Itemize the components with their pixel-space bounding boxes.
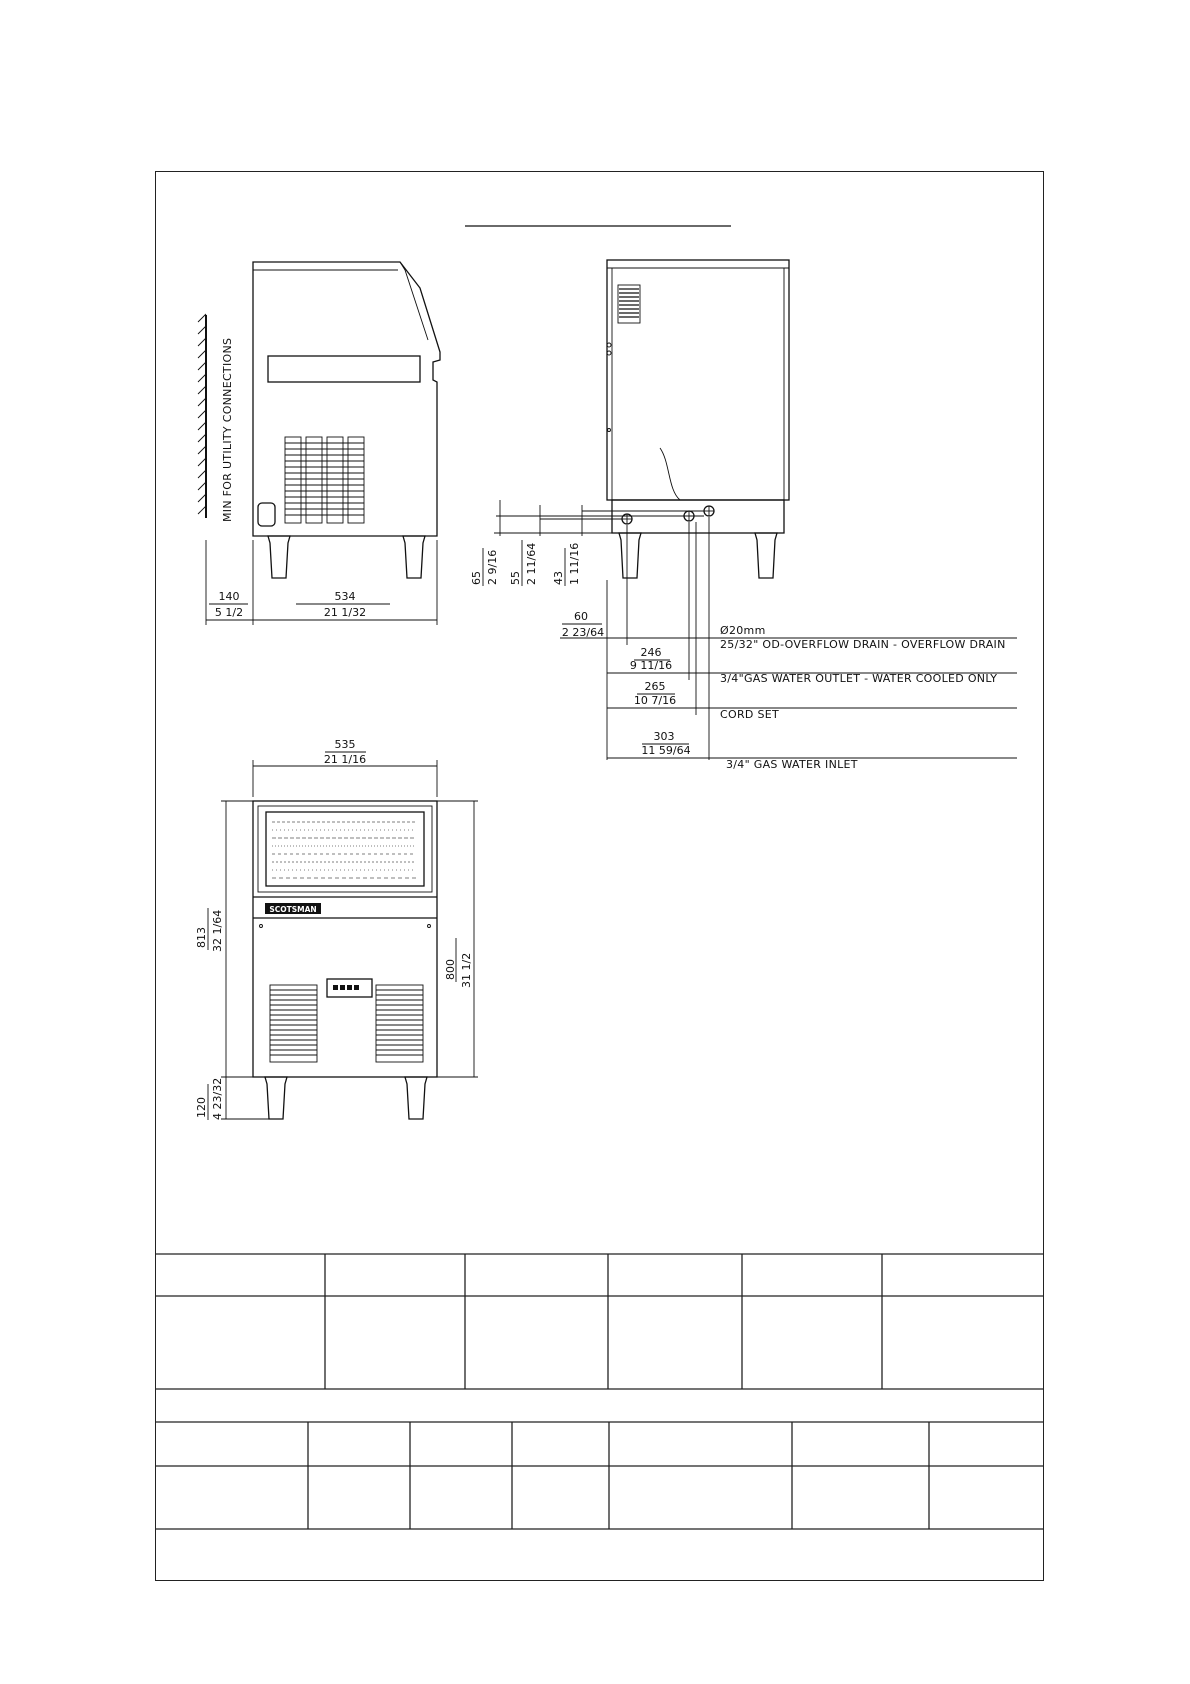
callout-overflow-drain: 25/32" OD-OVERFLOW DRAIN - OVERFLOW DRAIN — [720, 638, 1006, 651]
dim-140-mm: 140 — [218, 590, 240, 603]
dim-303-mm: 303 — [653, 730, 675, 743]
dim-43-mm: 43 — [552, 571, 565, 585]
dim-246-mm: 246 — [640, 646, 662, 659]
dim-800-mm: 800 — [444, 959, 457, 980]
dim-60-in: 2 23/64 — [561, 626, 605, 639]
rear-view — [470, 260, 1017, 771]
power-cord — [660, 448, 680, 500]
front-leg-left — [265, 1077, 287, 1119]
dim-60-mm: 60 — [574, 610, 588, 623]
side-view — [198, 262, 440, 625]
front-window — [266, 812, 424, 886]
dim-246-in: 9 11/16 — [629, 659, 673, 672]
dim-303-in: 11 59/64 — [641, 744, 691, 757]
side-leg-front — [268, 536, 290, 578]
front-cabinet — [253, 801, 437, 1077]
dim-55-in: 2 11/64 — [525, 542, 538, 585]
callout-water-inlet: 3/4" GAS WATER INLET — [726, 758, 858, 771]
dim-813-mm: 813 — [195, 927, 208, 948]
window-texture — [272, 822, 416, 878]
side-vent-cap — [258, 503, 275, 526]
brand-logo: SCOTSMAN — [269, 905, 317, 914]
callout-water-outlet: 3/4"GAS WATER OUTLET - WATER COOLED ONLY — [720, 672, 998, 685]
front-leg-right — [405, 1077, 427, 1119]
dim-65-mm: 65 — [470, 571, 483, 585]
side-leg-rear — [403, 536, 425, 578]
rear-leg-left — [619, 533, 641, 578]
dim-140-in: 5 1/2 — [214, 606, 244, 619]
diameter-note: Ø20mm — [720, 624, 766, 637]
dim-43-in: 1 11/16 — [568, 542, 581, 585]
dim-265-in: 10 7/16 — [633, 694, 677, 707]
front-view — [195, 738, 478, 1120]
dim-535-in: 21 1/16 — [323, 753, 367, 766]
side-label-panel — [268, 356, 420, 382]
dim-535-mm: 535 — [334, 738, 356, 751]
dim-813-in: 32 1/64 — [211, 909, 224, 952]
side-louvers — [285, 437, 364, 523]
dim-120-mm: 120 — [195, 1097, 208, 1118]
dim-265-mm: 265 — [644, 680, 666, 693]
dim-120-in: 4 23/32 — [211, 1077, 224, 1120]
wall-hatch — [198, 314, 206, 514]
callout-cord-set: CORD SET — [720, 708, 780, 721]
rear-leg-right — [755, 533, 777, 578]
dim-65-in: 2 9/16 — [486, 549, 499, 585]
dim-800-in: 31 1/2 — [460, 952, 473, 988]
rear-base — [612, 500, 784, 533]
rear-cabinet — [607, 260, 789, 500]
clearance-label: MIN FOR UTILITY CONNECTIONS — [221, 337, 234, 522]
dim-534-in: 21 1/32 — [323, 606, 367, 619]
dim-534-mm: 534 — [334, 590, 356, 603]
spec-table — [155, 1254, 1044, 1529]
dim-55-mm: 55 — [509, 571, 522, 585]
side-cabinet — [253, 262, 440, 536]
